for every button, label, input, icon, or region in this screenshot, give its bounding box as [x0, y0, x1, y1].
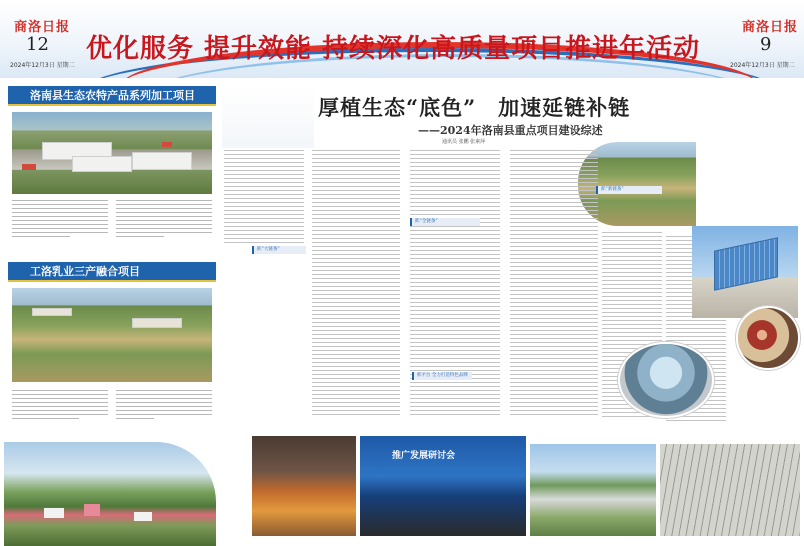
left-masthead: 商洛日报 — [14, 20, 71, 35]
factory-photo — [12, 112, 212, 194]
fields-photo — [12, 288, 212, 382]
page-header — [0, 0, 804, 78]
article-text-2a — [12, 390, 108, 422]
body-column-4 — [510, 150, 598, 418]
stage-banner-text: 推广发展研讨会 — [392, 451, 456, 461]
lab-photo — [618, 342, 714, 418]
market-photo — [252, 436, 356, 536]
main-article — [222, 86, 800, 426]
section-title-2: 工洛乳业三产融合项目 — [8, 262, 216, 282]
bottom-photo-strip — [222, 428, 800, 546]
subhead-2: 抓“全链条” — [410, 218, 480, 226]
title-backdrop — [222, 86, 314, 148]
aerial-photo — [530, 444, 656, 536]
left-page-number: 12 — [26, 34, 49, 55]
livestream-photo — [736, 306, 800, 370]
right-page-number: 9 — [760, 34, 772, 55]
subhead-4: 抓平台 全力打造特色品牌 — [412, 372, 472, 380]
left-column — [8, 86, 216, 546]
subhead-3: 抓“新链条” — [596, 186, 662, 194]
article-text-1a — [12, 200, 108, 240]
subhead-1: 抓“大链条” — [252, 246, 306, 254]
body-column-1 — [224, 150, 304, 246]
left-date: 2024年12月3日 星期二 — [10, 62, 75, 69]
right-date: 2024年12月3日 星期二 — [730, 62, 795, 69]
article-subtitle: ——2024年洛南县重点项目建设综述 — [418, 124, 603, 137]
article-byline: 通讯员 张鹏 张素萍 — [442, 139, 486, 145]
greenhouse-photo — [660, 444, 800, 536]
right-masthead: 商洛日报 — [742, 20, 799, 35]
article-text-2b — [116, 390, 212, 422]
body-column-2 — [312, 150, 400, 418]
event-stage-photo — [360, 436, 526, 536]
article-text-1b — [116, 200, 212, 240]
village-photo — [4, 442, 216, 546]
building-photo — [692, 226, 798, 318]
section-title-1: 洛南县生态农特产品系列加工项目 — [8, 86, 216, 106]
page-headline: 优化服务 提升效能 持续深化高质量项目推进年活动 — [86, 34, 701, 64]
article-title: 厚植生态“底色” 加速延链补链 — [318, 95, 631, 120]
